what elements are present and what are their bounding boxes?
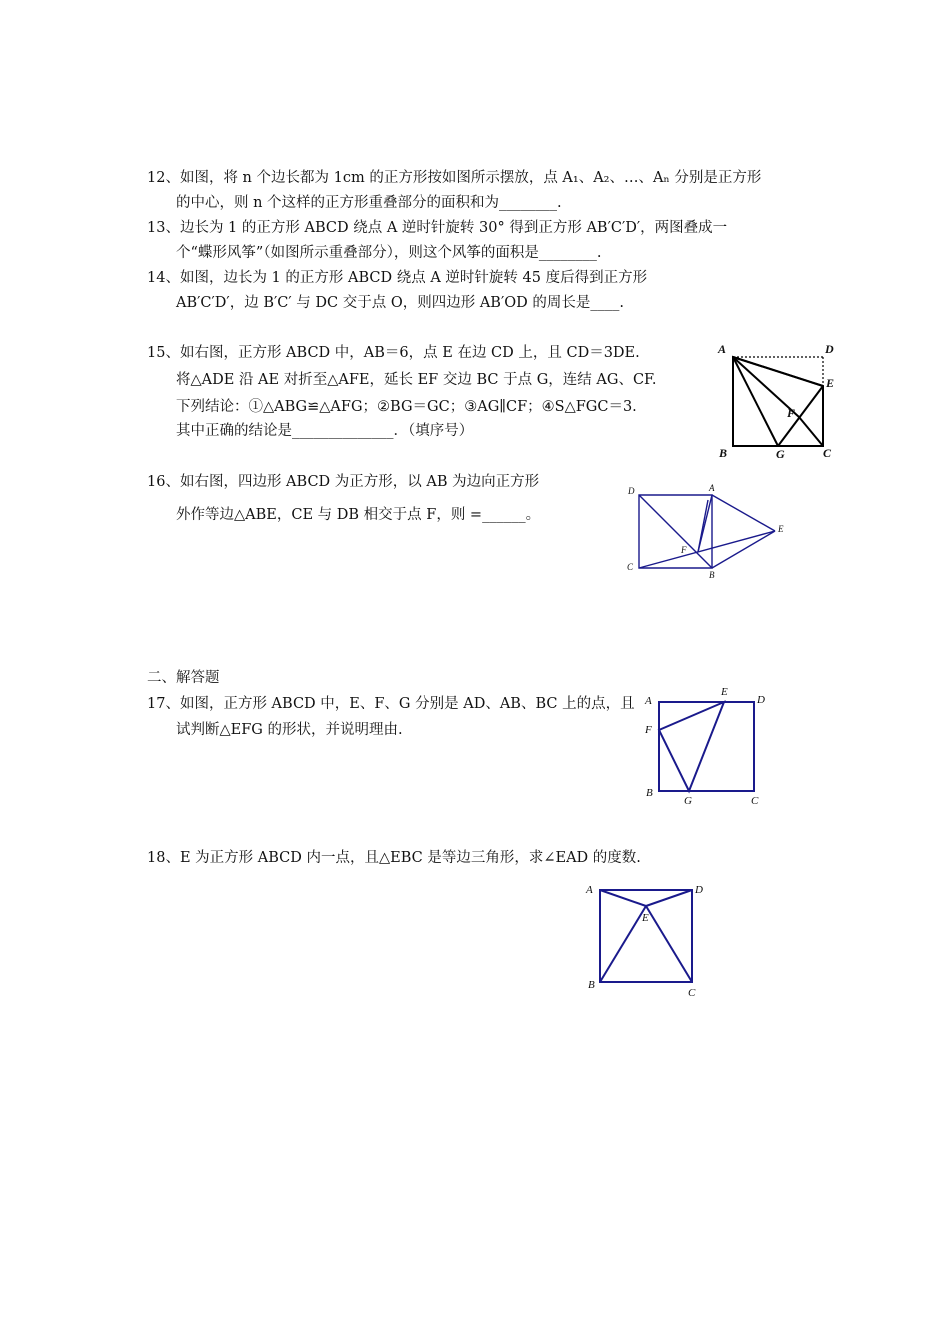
figure-q16 <box>625 482 795 582</box>
q15-line3: 下列结论：①△ABG≌△AFG；②BG＝GC；③AG∥CF；④S△FGC＝3. <box>176 399 637 415</box>
segment-ce <box>646 906 692 982</box>
q12-line1: 12、如图，将 n 个边长都为 1cm 的正方形按如图所示摆放，点 A₁、A₂、…、Aₙ 分别是正方形 <box>147 170 762 186</box>
label-g: G <box>684 795 692 807</box>
label-f: F <box>645 724 652 736</box>
q16-line1: 16、如右图，四边形 ABCD 为正方形，以 AB 为边向正方形 <box>147 474 540 490</box>
label-a: A <box>586 884 593 896</box>
segment-ae <box>712 495 775 531</box>
segment-ae <box>600 890 646 906</box>
q14-line2: AB′C′D′，边 B′C′ 与 DC 交于点 O，则四边形 AB′OD 的周长是____. <box>176 295 624 311</box>
figure-q18 <box>578 876 718 1006</box>
q17-line1: 17、如图，正方形 ABCD 中，E、F、G 分别是 AD、AB、BC 上的点，且 <box>147 696 635 712</box>
q13-line1: 13、边长为 1 的正方形 ABCD 绕点 A 逆时针旋转 30° 得到正方形 AB′C′D′，两图叠成一 <box>147 220 728 236</box>
label-b: B <box>709 570 715 580</box>
label-a: A <box>709 483 715 493</box>
triangle-efg <box>659 702 724 791</box>
q17-line2: 试判断△EFG 的形状，并说明理由. <box>176 722 403 738</box>
label-c: C <box>751 795 759 807</box>
q15-line4: 其中正确的结论是______________．（填序号） <box>176 423 474 439</box>
label-c: C <box>627 562 634 572</box>
square-abcd <box>600 890 692 982</box>
label-d: D <box>695 884 703 896</box>
segment-inner <box>698 500 708 552</box>
label-g: G <box>776 447 785 461</box>
label-f: F <box>681 545 687 555</box>
q15-line2: 将△ADE 沿 AE 对折至△AFE，延长 EF 交边 BC 于点 G，连结 AG、CF. <box>176 372 657 388</box>
segment-be <box>600 906 646 982</box>
label-f: F <box>787 406 796 420</box>
q15-line1: 15、如右图，正方形 ABCD 中，AB＝6，点 E 在边 CD 上，且 CD＝3DE. <box>147 345 640 361</box>
label-d: D <box>757 694 765 706</box>
q14-line1: 14、如图，边长为 1 的正方形 ABCD 绕点 A 逆时针旋转 45 度后得到正方形 <box>147 270 648 286</box>
figure-q17 <box>640 680 780 810</box>
label-b: B <box>719 446 728 460</box>
label-d: D <box>825 342 834 356</box>
label-e: E <box>721 686 728 698</box>
q12-line2: 的中心，则 n 个这样的正方形重叠部分的面积和为________. <box>176 195 562 211</box>
label-b: B <box>588 979 595 991</box>
label-e: E <box>642 912 649 924</box>
q16-line2: 外作等边△ABE，CE 与 DB 相交于点 F，则 =______。 <box>176 507 541 523</box>
label-a: A <box>718 342 727 356</box>
segment-be <box>712 531 775 568</box>
figure-q15 <box>715 340 845 465</box>
label-b: B <box>646 787 653 799</box>
label-d: D <box>628 486 635 496</box>
q13-line2: 个“蝶形风筝”（如图所示重叠部分），则这个风筝的面积是________. <box>176 245 602 261</box>
label-c: C <box>823 446 832 460</box>
label-a: A <box>645 695 652 707</box>
section-title: 二、解答题 <box>147 670 220 686</box>
segment-db <box>639 495 712 568</box>
q18-line1: 18、E 为正方形 ABCD 内一点，且△EBC 是等边三角形，求∠EAD 的度数. <box>147 850 641 866</box>
segment-fc <box>799 417 823 446</box>
segment-de <box>646 890 692 906</box>
label-c: C <box>688 987 696 999</box>
label-e: E <box>826 376 835 390</box>
label-e: E <box>778 524 784 534</box>
